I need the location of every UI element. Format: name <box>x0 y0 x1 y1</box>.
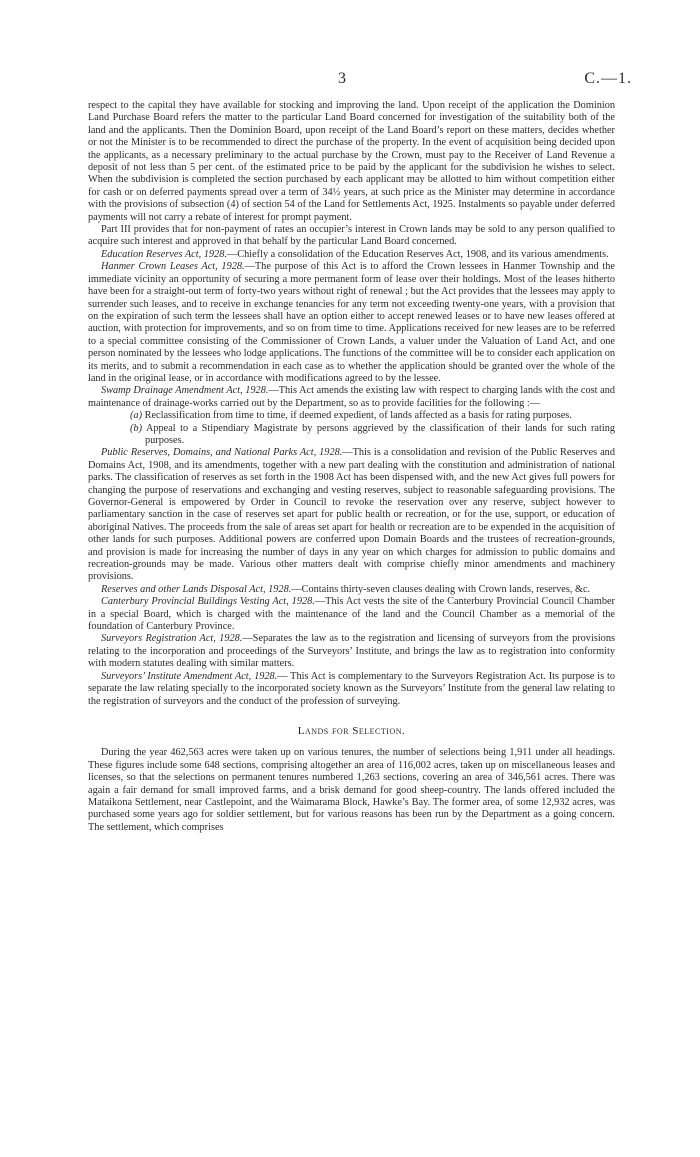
act-title: Swamp Drainage Amendment Act, 1928. <box>101 385 269 397</box>
list-item-label: (a) <box>130 410 143 422</box>
paragraph-education-reserves-act <box>88 249 615 261</box>
paragraph-canterbury-buildings-act <box>88 596 615 633</box>
act-description: —Separates the law as to the registration and licensing of surveyors from the provisions relating to the incorporation and proceedings of the Surveyors’ Institute, and brings the law as to registration into conformity with modern statutes dealing with similar matters. <box>88 633 615 670</box>
act-description: —This is a consolidation and revision of the Public Reserves and Domains Act, 1908, and its amendments, together with a new part dealing with the constitution and administration of national parks. The classification of reserves as set forth in the 1908 Act has been dispensed with, and the new Act gives full powers for changing the purpose of reservations and exchanging and vesting reserves, subject to reasonable safeguarding provisions. The Governor-General is empowered by Order in Council to revoke the reservation over any reserve, subject however to parliamentary sanction in the case of reserves set apart for public health or recreation, or for the use, support, or education of aboriginal Natives. The proceeds from the sale of areas set apart for health or recreation are to be expended in the acquisition of other lands for such purposes. Additional powers are conferred upon Domain Boards and the trustees of recreation-grounds, and provision is made for increasing the number of days in any year on which charges for admission to public domains and recreation-grounds may be made. Various other matters dealt with comprise chiefly minor amendments and machinery provisions. <box>88 447 615 583</box>
act-title: Hanmer Crown Leases Act, 1928. <box>101 261 245 273</box>
list-item-label: (b) <box>130 422 143 434</box>
act-description: —Contains thirty-seven clauses dealing with Crown lands, reserves, &c. <box>291 583 591 595</box>
page-number: 3 <box>338 70 346 87</box>
act-title: Reserves and other Lands Disposal Act, 1928. <box>101 583 292 595</box>
list-item-a <box>130 410 615 422</box>
act-title: Canterbury Provincial Buildings Vesting Act, 1928. <box>101 596 315 608</box>
act-title: Public Reserves, Domains, and National Parks Act, 1928. <box>101 447 343 459</box>
page-reference: C.—1. <box>584 70 632 87</box>
paragraph-surveyors-registration-act <box>88 633 615 670</box>
act-description: —This Act amends the existing law with respect to charging lands with the cost and maintenance of drainage-works carried out by the Department, so as to provide facilities for the following :— <box>88 385 615 409</box>
list-item-text: Appeal to a Stipendiary Magistrate by persons aggrieved by the classification of their lands for such rating purposes. <box>145 422 616 446</box>
act-description: —This Act vests the site of the Canterbury Provincial Council Chamber in a special Board, which is charged with the maintenance of the land and the Council Chamber as a memorial of the foundation of Canterbury Province. <box>88 596 615 633</box>
paragraph-capital-application: respect to the capital they have available for stocking and improving the land. Upon receipt of the application the Dominion Land Purchase Board refers the matter to the particular Land Board concerned for investigation of the suitability both of the land and the applicants. Then the Dominion Board, upon receipt of the Land Board’s report on these matters, decides whether or not the Minister is to be recommended to direct the purchase of the property. In the event of acquisition being decided upon the applicants, as a necessary preliminary to the actual purchase by the Crown, must pay to the Receiver of Land Revenue a deposit of not less than 5 per cent. of the estimated price to be paid by the applicant for the subdivision he wishes to select. When the subdivision is completed the section purchased by each applicant may be allotted to him without competition either for cash or on deferred payments spread over a term of 34½ years, at such price as the Minister may determine in accordance with the provisions of subsection (4) of section 54 of the Land for Settlements Act, 1925. Instalments so payable under deferred payments will not carry a rebate of interest for prompt payment. <box>88 100 615 223</box>
paragraph-lands-for-selection: During the year 462,563 acres were taken up on various tenures, the number of selections being 1,911 under all headings. These figures include some 648 sections, comprising altogether an area of 116,002 acres, taken up on miscellaneous leases and licenses, so that the selections on permanent tenures numbered 1,263 sections, covering an area of 346,561 acres. There was again a fair demand for small improved farms, and a brisk demand for good sheep-country. The lands offered included the Mataikona Settlement, near Castlepoint, and the Waimarama Block, Hawke’s Bay. The former area, of some 12,932 acres, was purchased some years ago for soldier settlement, but for various reasons has been run by the Department as a going concern. The settlement, which comprises <box>88 747 615 833</box>
list-item-text: Reclassification from time to time, if deemed expedient, of lands affected as a basis for rating purposes. <box>144 410 572 422</box>
page-header <box>0 70 700 90</box>
paragraph-reserves-lands-disposal-act <box>88 584 615 596</box>
section-heading: Lands for Selection. <box>297 724 406 737</box>
act-description: — This Act is complementary to the Surveyors Registration Act. Its purpose is to separate the law relating specially to the incorporated society known as the Surveyors’ Institute from the general law relating to the registration of surveyors and the conduct of the profession of surveying. <box>88 670 615 707</box>
paragraph-surveyors-institute-act <box>88 671 615 708</box>
act-description: —The purpose of this Act is to afford the Crown lessees in Hanmer Township and the immediate vicinity an opportunity of securing a more permanent form of lease over their holdings. Most of the leases hitherto have been for a straight-out term of forty-two years without right of renewal ; but the Act provides that the lessees may apply to surrender such leases, and to receive in exchange tenancies for any term not exceeding twenty-one years, with a provision that on the expiration of such term the lessees shall have an option either to accept renewed leases or to have new leases offered at auction, with protection for improvements, and so on from time to time. Applications received for new leases are to be referred to a special committee consisting of the Commissioner of Crown Lands, a valuer under the Valuation of Land Act, and one person nominated by the lessees who lodge applications. The functions of the committee will be to consider each application on its merits, and to submit a recommendation in each case as to whether the application should be granted over the whole of the land in the original lease, or in accordance with modifications agreed to by the lessee. <box>88 261 615 384</box>
body-text <box>88 100 615 834</box>
paragraph-public-reserves-act <box>88 447 615 583</box>
act-title: Surveyors’ Institute Amendment Act, 1928. <box>101 670 278 682</box>
list-item-b <box>130 423 615 448</box>
paragraph-hanmer-crown-leases-act <box>88 261 615 385</box>
act-title: Education Reserves Act, 1928. <box>101 248 227 260</box>
act-title: Surveyors Registration Act, 1928. <box>101 633 243 645</box>
paragraph-part-three: Part III provides that for non-payment of rates an occupier’s interest in Crown lands may be sold to any person qualified to acquire such interest and approved in that behalf by the particular Land Board concerned. <box>88 224 615 248</box>
act-description: —Chiefly a consolidation of the Education Reserves Act, 1908, and its various amendments. <box>226 248 609 260</box>
paragraph-swamp-drainage-act <box>88 385 615 410</box>
